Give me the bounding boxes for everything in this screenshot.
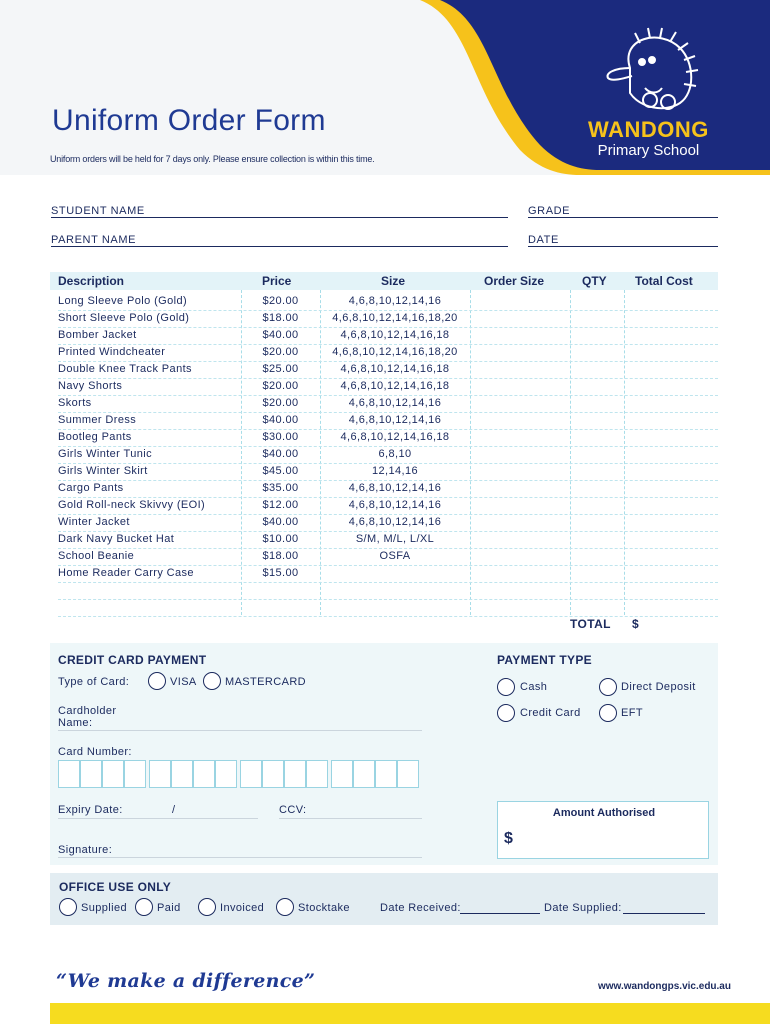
- item-description: Navy Shorts: [58, 380, 123, 392]
- eft-label: EFT: [621, 707, 643, 719]
- signature-label: Signature:: [58, 844, 113, 856]
- item-description: Long Sleeve Polo (Gold): [58, 295, 188, 307]
- col-price: Price: [262, 274, 292, 288]
- item-description: Dark Navy Bucket Hat: [58, 533, 175, 545]
- item-price: $40.00: [262, 448, 299, 460]
- cash-label: Cash: [520, 681, 548, 693]
- cash-radio[interactable]: [497, 678, 515, 696]
- order-size-cell[interactable]: [471, 446, 570, 462]
- item-price: $18.00: [262, 550, 299, 562]
- item-description: Girls Winter Skirt: [58, 465, 148, 477]
- qty-cell[interactable]: [571, 344, 624, 360]
- item-description: Bootleg Pants: [58, 431, 132, 443]
- cardholder-label-line1: Cardholder: [58, 705, 117, 717]
- order-size-cell[interactable]: [471, 548, 570, 564]
- parent-name-field[interactable]: [51, 246, 508, 247]
- qty-cell[interactable]: [571, 395, 624, 411]
- order-size-cell[interactable]: [471, 463, 570, 479]
- total-cost-cell[interactable]: [625, 497, 718, 513]
- item-size: 4,6,8,10,12,14,16: [348, 516, 442, 528]
- item-price: $10.00: [262, 533, 299, 545]
- item-size: 4,6,8,10,12,14,16: [348, 414, 442, 426]
- qty-cell[interactable]: [571, 565, 624, 581]
- qty-cell[interactable]: [571, 429, 624, 445]
- qty-cell[interactable]: [571, 361, 624, 377]
- page-subtitle: Uniform orders will be held for 7 days only. Please ensure collection is within this time.: [50, 154, 375, 164]
- card-digit-box[interactable]: [215, 760, 237, 788]
- item-size: 4,6,8,10,12,14,16,18: [340, 380, 450, 392]
- order-size-cell[interactable]: [471, 378, 570, 394]
- page-title: Uniform Order Form: [52, 104, 326, 137]
- mastercard-radio[interactable]: [203, 672, 221, 690]
- qty-cell[interactable]: [571, 463, 624, 479]
- student-name-field[interactable]: [51, 217, 508, 218]
- item-description: Gold Roll-neck Skivvy (EOI): [58, 499, 206, 511]
- date-field[interactable]: [528, 246, 718, 247]
- item-size: OSFA: [379, 550, 411, 562]
- item-price: $40.00: [262, 414, 299, 426]
- total-cost-cell[interactable]: [625, 412, 718, 428]
- page-header: [0, 0, 770, 175]
- credit-card-label: Credit Card: [520, 707, 581, 719]
- col-total-cost: Total Cost: [635, 274, 693, 288]
- grade-field[interactable]: [528, 217, 718, 218]
- date-received-label: Date Received:: [380, 902, 461, 914]
- credit-card-radio[interactable]: [497, 704, 515, 722]
- item-description: Summer Dress: [58, 414, 137, 426]
- item-description: Short Sleeve Polo (Gold): [58, 312, 190, 324]
- item-price: $25.00: [262, 363, 299, 375]
- supplied-radio[interactable]: [59, 898, 77, 916]
- total-cost-cell[interactable]: [625, 378, 718, 394]
- grade-label: GRADE: [528, 205, 571, 217]
- school-website-link[interactable]: www.wandongps.vic.edu.au: [598, 981, 731, 992]
- amount-authorised-box[interactable]: [497, 801, 709, 859]
- credit-card-title: CREDIT CARD PAYMENT: [58, 653, 207, 667]
- ccv-label: CCV:: [279, 804, 307, 816]
- footer-bar: [50, 1003, 770, 1024]
- table-header: [50, 272, 718, 290]
- total-cost-cell[interactable]: [625, 514, 718, 530]
- card-digit-box[interactable]: [171, 760, 193, 788]
- item-size: 4,6,8,10,12,14,16: [348, 482, 442, 494]
- qty-cell[interactable]: [571, 327, 624, 343]
- order-size-cell[interactable]: [471, 565, 570, 581]
- qty-cell[interactable]: [571, 497, 624, 513]
- card-digit-box[interactable]: [375, 760, 397, 788]
- student-name-label: STUDENT NAME: [51, 205, 145, 217]
- col-size: Size: [381, 274, 406, 288]
- qty-cell[interactable]: [571, 412, 624, 428]
- amount-currency: $: [504, 830, 513, 847]
- item-price: $35.00: [262, 482, 299, 494]
- date-supplied-label: Date Supplied:: [544, 902, 622, 914]
- order-size-cell[interactable]: [471, 497, 570, 513]
- order-size-cell[interactable]: [471, 514, 570, 530]
- order-size-cell[interactable]: [471, 361, 570, 377]
- total-cost-cell[interactable]: [625, 395, 718, 411]
- qty-cell[interactable]: [571, 480, 624, 496]
- item-price: $45.00: [262, 465, 299, 477]
- card-digit-box[interactable]: [331, 760, 353, 788]
- qty-cell[interactable]: [571, 446, 624, 462]
- card-digit-box[interactable]: [149, 760, 171, 788]
- item-description: Girls Winter Tunic: [58, 448, 152, 460]
- item-description: Printed Windcheater: [58, 346, 166, 358]
- item-price: $30.00: [262, 431, 299, 443]
- cardholder-label-line2: Name:: [58, 717, 93, 729]
- total-cost-cell[interactable]: [625, 548, 718, 564]
- visa-label: VISA: [170, 676, 197, 688]
- card-digit-box[interactable]: [124, 760, 146, 788]
- invoiced-label: Invoiced: [220, 902, 265, 914]
- item-description: Home Reader Carry Case: [58, 567, 194, 579]
- card-digit-box[interactable]: [58, 760, 80, 788]
- item-price: $20.00: [262, 295, 299, 307]
- invoiced-radio[interactable]: [198, 898, 216, 916]
- item-size: 4,6,8,10,12,14,16: [348, 397, 442, 409]
- item-size: 4,6,8,10,12,14,16,18,20: [332, 346, 458, 358]
- item-description: Skorts: [58, 397, 92, 409]
- total-cost-cell[interactable]: [625, 293, 718, 309]
- total-cost-cell[interactable]: [625, 480, 718, 496]
- direct-deposit-radio[interactable]: [599, 678, 617, 696]
- total-label: TOTAL: [570, 617, 611, 631]
- col-qty: QTY: [582, 274, 607, 288]
- ccv-field[interactable]: [279, 818, 422, 819]
- direct-deposit-label: Direct Deposit: [621, 681, 696, 693]
- date-supplied-field[interactable]: [623, 913, 705, 914]
- order-size-cell[interactable]: [471, 480, 570, 496]
- eft-radio[interactable]: [599, 704, 617, 722]
- item-description: Double Knee Track Pants: [58, 363, 192, 375]
- total-cost-cell[interactable]: [625, 344, 718, 360]
- item-description: Cargo Pants: [58, 482, 124, 494]
- card-digit-box[interactable]: [397, 760, 419, 788]
- qty-cell[interactable]: [571, 310, 624, 326]
- qty-cell[interactable]: [571, 531, 624, 547]
- qty-cell[interactable]: [571, 378, 624, 394]
- parent-name-label: PARENT NAME: [51, 234, 137, 246]
- item-size: 6,8,10: [378, 448, 412, 460]
- total-amount-field[interactable]: $: [632, 617, 639, 631]
- payment-type-title: PAYMENT TYPE: [497, 653, 592, 667]
- date-label: DATE: [528, 234, 559, 246]
- item-price: $20.00: [262, 346, 299, 358]
- item-price: $12.00: [262, 499, 299, 511]
- card-digit-box[interactable]: [80, 760, 102, 788]
- order-size-cell[interactable]: [471, 293, 570, 309]
- order-size-cell[interactable]: [471, 395, 570, 411]
- item-size: S/M, M/L, L/XL: [355, 533, 435, 545]
- order-size-cell[interactable]: [471, 429, 570, 445]
- row-divider: [58, 582, 718, 583]
- stocktake-label: Stocktake: [298, 902, 350, 914]
- total-cost-cell[interactable]: [625, 361, 718, 377]
- total-cost-cell[interactable]: [625, 327, 718, 343]
- total-cost-cell[interactable]: [625, 565, 718, 581]
- order-size-cell[interactable]: [471, 310, 570, 326]
- qty-cell[interactable]: [571, 548, 624, 564]
- card-digit-box[interactable]: [353, 760, 375, 788]
- card-digit-box[interactable]: [284, 760, 306, 788]
- order-size-cell[interactable]: [471, 344, 570, 360]
- paid-radio[interactable]: [135, 898, 153, 916]
- item-size: 4,6,8,10,12,14,16,18: [340, 431, 450, 443]
- visa-radio[interactable]: [148, 672, 166, 690]
- item-price: $15.00: [262, 567, 299, 579]
- expiry-field[interactable]: [58, 818, 258, 819]
- total-cost-cell[interactable]: [625, 463, 718, 479]
- school-subname: Primary School: [597, 142, 700, 159]
- school-logo: [588, 118, 709, 160]
- item-size: 4,6,8,10,12,14,16: [348, 295, 442, 307]
- total-cost-cell[interactable]: [625, 531, 718, 547]
- cardholder-name-field[interactable]: [58, 730, 422, 731]
- row-divider: [58, 616, 718, 617]
- col-description: Description: [58, 274, 125, 288]
- paid-label: Paid: [157, 902, 181, 914]
- total-cost-cell[interactable]: [625, 310, 718, 326]
- item-description: Winter Jacket: [58, 516, 130, 528]
- item-price: $40.00: [262, 329, 299, 341]
- item-price: $20.00: [262, 380, 299, 392]
- item-price: $18.00: [262, 312, 299, 324]
- order-size-cell[interactable]: [471, 412, 570, 428]
- cardholder-label: [58, 705, 116, 729]
- card-digit-box[interactable]: [240, 760, 262, 788]
- total-cost-cell[interactable]: [625, 446, 718, 462]
- order-size-cell[interactable]: [471, 327, 570, 343]
- school-motto: “We make a difference”: [56, 970, 316, 992]
- card-digit-box[interactable]: [193, 760, 215, 788]
- signature-field[interactable]: [58, 857, 422, 858]
- card-digit-box[interactable]: [262, 760, 284, 788]
- stocktake-radio[interactable]: [276, 898, 294, 916]
- mastercard-label: MASTERCARD: [225, 676, 307, 688]
- item-size: 12,14,16: [371, 465, 419, 477]
- row-divider: [58, 599, 718, 600]
- item-size: 4,6,8,10,12,14,16,18,20: [332, 312, 458, 324]
- amount-authorised-title: Amount Authorised: [552, 807, 656, 819]
- card-number-label: Card Number:: [58, 746, 132, 758]
- col-order-size: Order Size: [484, 274, 545, 288]
- qty-cell[interactable]: [571, 514, 624, 530]
- item-description: School Beanie: [58, 550, 135, 562]
- card-type-label: Type of Card:: [58, 676, 130, 688]
- item-description: Bomber Jacket: [58, 329, 137, 341]
- expiry-label: Expiry Date:: [58, 804, 123, 816]
- expiry-separator: /: [172, 804, 176, 816]
- item-price: $20.00: [262, 397, 299, 409]
- supplied-label: Supplied: [81, 902, 128, 914]
- card-digit-box[interactable]: [102, 760, 124, 788]
- qty-cell[interactable]: [571, 293, 624, 309]
- card-digit-box[interactable]: [306, 760, 328, 788]
- date-received-field[interactable]: [460, 913, 540, 914]
- total-cost-cell[interactable]: [625, 429, 718, 445]
- order-size-cell[interactable]: [471, 531, 570, 547]
- school-name: WANDONG: [588, 117, 709, 142]
- item-size: 4,6,8,10,12,14,16,18: [340, 329, 450, 341]
- item-price: $40.00: [262, 516, 299, 528]
- item-size: 4,6,8,10,12,14,16,18: [340, 363, 450, 375]
- item-size: 4,6,8,10,12,14,16: [348, 499, 442, 511]
- office-use-title: OFFICE USE ONLY: [59, 880, 172, 894]
